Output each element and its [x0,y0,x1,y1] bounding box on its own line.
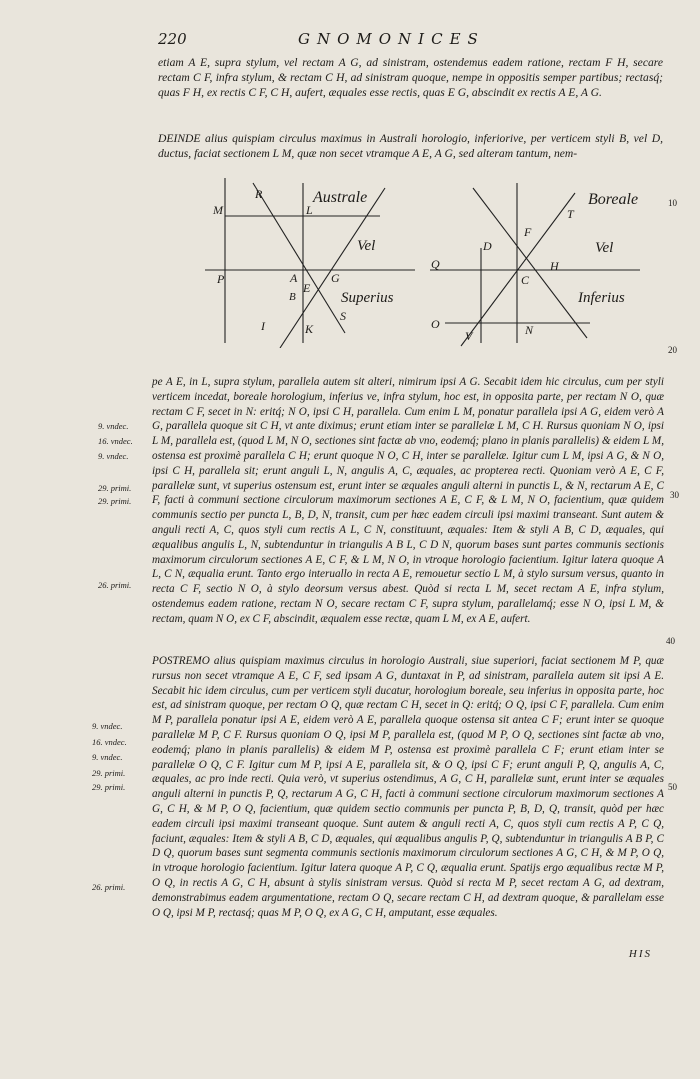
margin-note: 26. primi. [92,882,126,892]
margin-note: 29. primi. [98,483,132,493]
paragraph-3: pe A E, in L, supra stylum, parallela autem sit alteri, nimirum ipsi A G. Secabit idem hic circulus, cum per styli verticem incedat, boreale horologium, inferius ve, infra stylum, hoc est, in opposita parte, per rectam N O, quæ rectam C F, secet in N: eritq́; N O, ipsi C H, parallela. Cum enim L M, ponatur parallela ipsi A G, eidem verò A G, parallela quoque sit C H, vt ante diximus; erunt etiam inter se parallelæ L M, C H. Rursus quoniam N O, ipsi L M, parallela est, (quod L M, N O, sectiones sint factæ ab vno, eodemq́; plano in planis parallelis) & eidem L M, ostensa est proximè parallela C H; erunt quoque N O, C H, inter se parallelæ. Igitur cum L M, ipsi A G, & N O, ipsi C H, parallela sit; erunt anguli L, N, angulis A, C, æquales, ac propterea recti. Quoniam verò A E, C F, parallelæ sunt, vt superius ostensum est, erunt inter se æquales anguli alterni in punctis L, & N, rectarum A E, C F, facti à communi sectione circulorum maximorum sectiones A E, C F, & L M, N O, facientium, quæ quidem communis sectio per puncta L, B, D, N, transit, cum per hæc eadem circuli ipsi maximi transeant. Sunt autem & anguli recti A, C, quos styli cum rectis A L, C N, constituunt, æquales: Item & styli A B, C D, æquales, qui æqualibus angulis L, N, subtenduntur in triangulis A B L, C D N, quorum bases sunt partes communis sectionis maximorum circulorum sectiones A E, C F, & L M, N O, in vtroque horologio facientium. Igitur latera quoque A L, C N, æqualia erunt. Tanto ergo interuallo in recta A E, remouetur sectio L M, à stylo sursum versus, quanto in recta C F, sectio N O, à stylo deorsum versus abest. Quòd si recta L M, secet rectam A E, infra stylum, ostendemus eadem ratione, rectam N O, secare rectam C F, supra stylum, parallelamq́; esse N O, ipsi L M, & rectam, quam N O, ex C F, abscindit, æqualem esse rectæ, quam L M, ex A E, aufert. [152,376,664,625]
left-figure-word: Superius [341,290,394,306]
page-number: 220 [158,30,187,48]
right-figure-word: Boreale [588,191,639,208]
left-figure-letter: A [290,271,298,285]
margin-note: 9. vndec. [98,421,129,431]
left-figure-diagonal-line [280,188,385,348]
line-number: 40 [666,636,675,646]
left-figure-word: Vel [357,238,376,254]
line-number: 20 [668,345,677,355]
right-figure-letter: Q [431,257,440,271]
left-figure-letter: K [305,322,314,336]
figures-diagram [205,178,645,348]
paragraph-2: DEINDE alius quispiam circulus maximus in Australi horologio, inferiorive, per verticem styli B, vel D, ductus, faciat sectionem L M, quæ non secet vtramque A E, A G, sed alteram tantum, nem- [158,132,663,161]
line-number: 10 [668,198,677,208]
right-figure-letter: V [465,329,473,343]
left-figure-letter: L [306,203,313,217]
paragraph-4: POSTREMO alius quispiam maximus circulus in horologio Australi, siue superiori, faciat sectionem M P, quæ rursus non secet vtramque A E, C F, sed ipsam A G, duntaxat in P, ad sinistram, parallela autem sit ipsi A E. Secabit hic idem circulus, cum per verticem styli ducatur, horologium boreale, seu inferius in opposita parte, hoc est, ad sinistram quoque, per rectam O Q, quæ rectam C H, secet in Q: eritq́; O Q, ipsi C F, parallela. Cum enim M P, parallela ponatur ipsi A E, eidem verò A E, parallela quoque ostensa sit antea C F; erunt inter se quoque parallelæ M P, C F. Rursus quoniam O Q, ipsi M P, parallela est, (quod M P, O Q, sectiones sint factæ ab vno, eodemq́; plano in planis parallelis) & eidem M P, ostensa est proximè parallela C F; erunt etiam inter se parallelæ O Q, C F. Igitur cum M P, ipsi A E, parallela sit, & O Q, ipsi C F; erunt anguli P, Q, angulis A, C, æquales, ac pro inde recti. Quia verò, vt superius ostendimus, A G, C H, parallelæ sunt, erunt inter se æquales anguli alterni in punctis P, Q, rectarum A G, C H, facti à communi sectione circulorum maximorum sectiones A G, C H, & M P, O Q, facientium, quæ quidem sectio communis per puncta P, B, D, Q, transit, quòd per hæc eadem circuli ipsi maximi transeant quoque. Sunt autem & anguli recti A, C, quos styli cum rectis A P, C Q, faciunt, æquales: Item & styli A B, C D, æquales, qui æqualibus angulis P, Q, subtenduntur in triangulis A B P, C D Q, quorum bases sunt segmenta communis sectionis maximorum circulorum sectiones A G, C H, & M P, O Q, in vtroque horologio facientium. Igitur latera quoque A P, C Q, æqualia erunt. Spatijs ergo æqualibus rectæ M P, O Q, in rectis A G, C H, absunt à stylis sinistram versus. Quòd si recta M P, secet rectam A G, ad dextram, demonstrabimus eadem argumentatione, rectam O Q, secare rectam C H, ad dextram quoque, & parallelam esse O Q, ipsi M P, rectasq́; quas M P, O Q, ex A G, C H, amputant, esse æquales. [152,655,664,919]
right-figure-letter: F [524,225,532,239]
page-header [158,30,658,50]
margin-note: 16. vndec. [98,436,133,446]
margin-note: 16. vndec. [92,737,127,747]
line-number: 50 [668,782,677,792]
margin-note: 9. vndec. [98,451,129,461]
margin-note: 29. primi. [98,496,132,506]
right-figure-word: Vel [595,240,614,256]
margin-note: 29. primi. [92,768,126,778]
margin-note: 9. vndec. [92,752,123,762]
right-figure-letter: N [525,323,534,337]
left-figure-letter: B [289,291,296,303]
left-figure-letter: G [331,271,340,285]
right-figure-letter: D [483,239,492,253]
line-number: 30 [670,490,679,500]
margin-note: 9. vndec. [92,721,123,731]
right-figure-letter: H [550,259,559,273]
left-figure-letter: R [255,187,263,201]
right-figure-letter: O [431,317,440,331]
left-figure-letter: E [303,281,311,295]
running-title: GNOMONICES [298,30,485,48]
right-figure-letter: C [521,273,530,287]
left-figure-letter: I [261,319,265,333]
right-figure-letter: T [567,207,574,221]
left-figure-letter: P [217,272,225,286]
left-figure-word: Australe [313,189,368,206]
left-figure-letter: M [213,203,223,217]
paragraph-1: etiam A E, supra stylum, vel rectam A G, ad sinistram, ostendemus eadem ratione, rectam F H, secare rectam C F, infra stylum, & rectam C H, ad sinistram quoque, nempe in oppositis semper partibus; rectasq́; quas F H, ex rectis C F, C H, aufert, æquales esse rectis, quas E G, abscindit ex rectis A E, A G. [158,56,663,100]
left-figure-letter: S [340,309,346,323]
margin-note: 29. primi. [92,782,126,792]
catchword: HIS [628,948,652,960]
margin-note: 26. primi. [98,580,132,590]
right-figure-word: Inferius [578,290,625,306]
